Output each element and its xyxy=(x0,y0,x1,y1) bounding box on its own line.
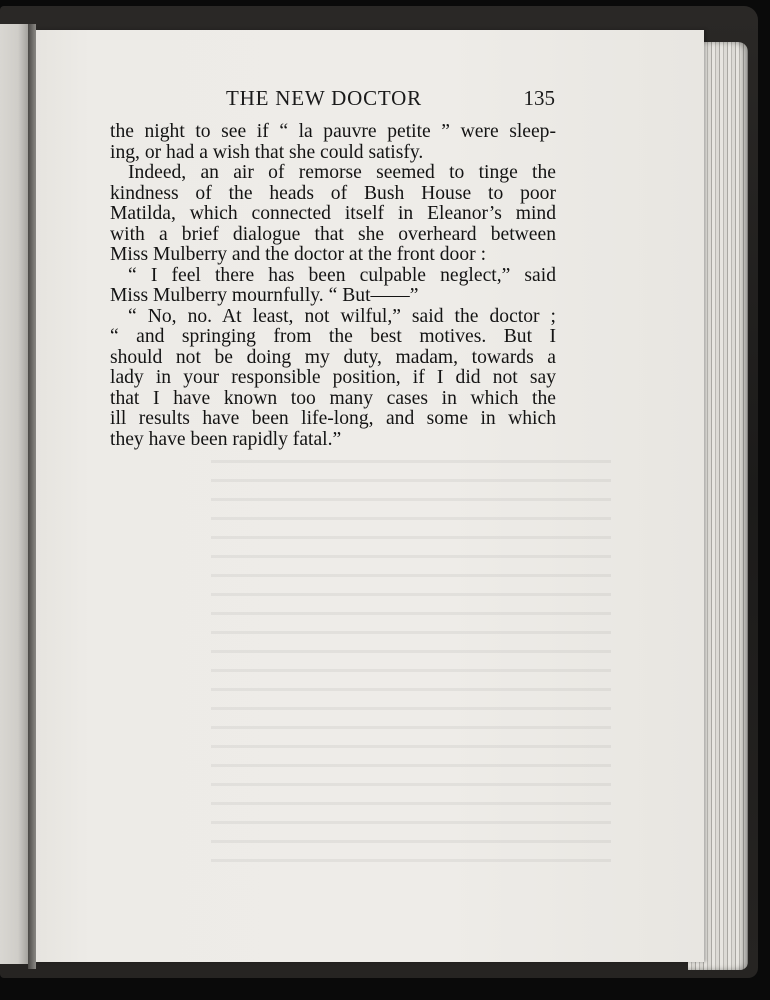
running-head xyxy=(110,86,555,116)
facing-page-edge xyxy=(0,24,31,964)
text-line: the night to see if “ la pauvre petite ” were sleep- xyxy=(110,121,556,142)
text-line: “ and springing from the best motives. But I xyxy=(110,326,556,347)
text-line: with a brief dialogue that she overheard between xyxy=(110,223,556,245)
text-line: “ No, no. At least, not wilful,” said the doctor ; xyxy=(128,305,556,327)
page-number: 135 xyxy=(523,86,555,110)
text-line: kindness of the heads of Bush House to poor xyxy=(110,182,556,204)
text-line: lady in your responsible position, if I did not say xyxy=(110,367,556,388)
text-line: Matilda, which connected itself in Eleanor’s mind xyxy=(110,203,556,224)
text-line: ill results have been life-long, and some in which xyxy=(110,408,556,429)
text-line: should not be doing my duty, madam, towards a xyxy=(110,346,556,368)
running-title: THE NEW DOCTOR xyxy=(226,86,422,110)
text-line: “ I feel there has been culpable neglect,” said xyxy=(128,264,556,286)
body-text xyxy=(110,122,556,450)
show-through-text xyxy=(211,450,611,870)
text-line: that I have known too many cases in which the xyxy=(110,387,556,409)
text-line: Indeed, an air of remorse seemed to tinge the xyxy=(128,162,556,183)
text-line: ing, or had a wish that she could satisfy. xyxy=(110,141,424,163)
book-gutter xyxy=(28,24,36,969)
text-line: Miss Mulberry mournfully. “ But——” xyxy=(110,285,419,306)
text-line: they have been rapidly fatal.” xyxy=(110,428,342,450)
text-line: Miss Mulberry and the doctor at the front door : xyxy=(110,244,487,265)
